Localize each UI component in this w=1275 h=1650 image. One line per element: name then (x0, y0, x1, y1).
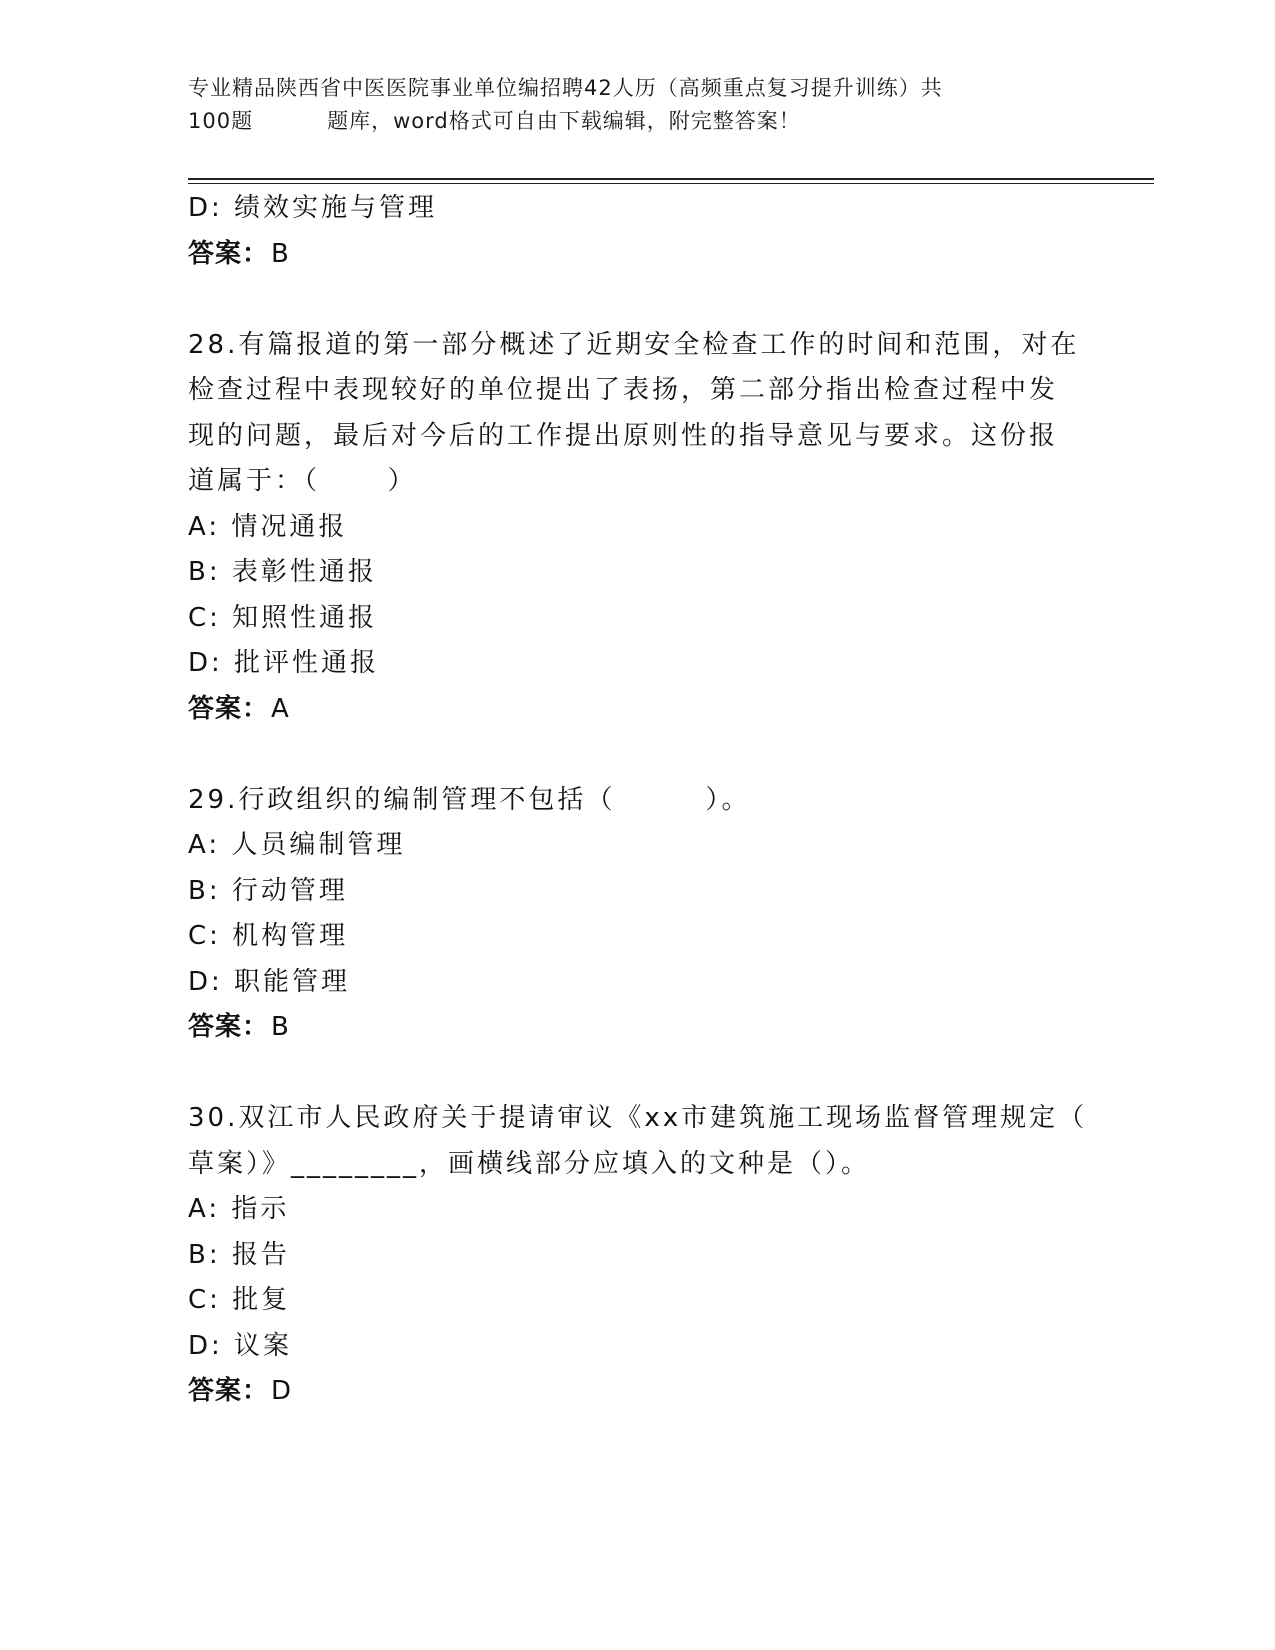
answer-value: D (271, 1376, 293, 1406)
header-title-line-2 (188, 105, 1088, 138)
option-c: C: 机构管理 (188, 921, 349, 951)
question-28 (188, 323, 1088, 733)
option-c: C: 批复 (188, 1285, 291, 1315)
header-question-count: 100题 (188, 109, 254, 133)
answer-value: A (271, 693, 290, 724)
option-d: D: 议案 (188, 1330, 293, 1361)
answer-value: B (271, 1012, 290, 1042)
answer-value: B (271, 238, 290, 269)
answer-line (188, 1005, 1088, 1051)
answer-line (188, 1369, 1088, 1415)
question-stem-line: 现的问题，最后对今后的工作提出原则性的指导意见与要求。这份报 (188, 420, 1059, 451)
option-a: A: 指示 (188, 1194, 290, 1224)
header-divider-thick (188, 178, 1154, 180)
option-b: B: 行动管理 (188, 875, 348, 906)
document-header (188, 72, 1088, 138)
question-stem-line: 30.双江市人民政府关于提请审议《xx市建筑施工现场监督管理规定（ (188, 1103, 1088, 1133)
answer-line (188, 687, 1088, 733)
question-30 (188, 1096, 1088, 1415)
question-stem-line: 检查过程中表现较好的单位提出了表扬，第二部分指出检查过程中发 (188, 375, 1059, 405)
header-divider-thin (188, 183, 1154, 184)
answer-label: 答案： (188, 238, 270, 269)
option-b: B: 报告 (188, 1239, 290, 1270)
option-b: B: 表彰性通报 (188, 557, 377, 587)
question-stem-line: 28.有篇报道的第一部分概述了近期安全检查工作的时间和范围，对在 (188, 329, 1080, 360)
option-d: D: 绩效实施与管理 (188, 193, 438, 223)
question-27-tail (188, 186, 1088, 277)
option-d: D: 职能管理 (188, 966, 351, 997)
question-stem-line: 29.行政组织的编制管理不包括（ ）。 (188, 784, 751, 815)
option-d: D: 批评性通报 (188, 648, 380, 678)
answer-label: 答案： (188, 1012, 270, 1042)
answer-label: 答案： (188, 1376, 270, 1406)
header-title-line-1: 专业精品陕西省中医医院事业单位编招聘42人历（高频重点复习提升训练）共 (188, 76, 943, 100)
option-a: A: 人员编制管理 (188, 830, 406, 860)
header-description: 题库，word格式可自由下载编辑，附完整答案！ (327, 109, 801, 133)
question-content (188, 186, 1088, 1415)
answer-label: 答案： (188, 693, 270, 724)
option-a: A: 情况通报 (188, 511, 348, 542)
question-stem-line: 道属于：（ ） (188, 466, 417, 496)
answer-line (188, 232, 1088, 278)
question-29 (188, 778, 1088, 1051)
question-stem-line: 草案）》________，画横线部分应填入的文种是（）。 (188, 1148, 871, 1179)
option-c: C: 知照性通报 (188, 602, 378, 633)
